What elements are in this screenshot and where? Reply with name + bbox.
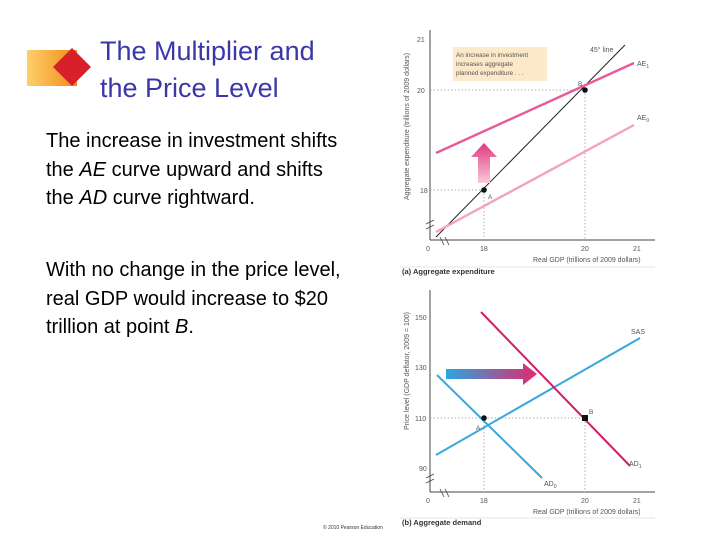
ad1-label-main: AD (629, 461, 639, 468)
top-annotation-line1: An increase in investment (456, 52, 529, 59)
top-xtick-21: 21 (633, 246, 641, 253)
ad1-label-sub: 1 (638, 464, 642, 470)
top-point-a-label: A (488, 194, 493, 201)
p1-text-e: curve rightward. (107, 187, 255, 209)
ad0-label-sub: 0 (553, 484, 557, 490)
top-annotation-line3: planned expenditure . . . (456, 70, 524, 77)
bottom-xtick-20: 20 (581, 498, 589, 505)
top-xtick-18: 18 (480, 246, 488, 253)
p1-text-c: curve upward and shifts the (46, 158, 323, 209)
bottom-caption: (b) Aggregate demand (402, 518, 482, 527)
bottom-ytick-90: 90 (419, 466, 427, 473)
ae0-label-main: AE (637, 115, 647, 122)
p2-point-b-italic: B (174, 316, 189, 338)
ad0-curve (437, 375, 542, 478)
p2-text-a: With no change in the price level, real GDP would increase to $20 trillion at point (46, 259, 341, 338)
top-ytick-18: 18 (420, 188, 428, 195)
bottom-point-b-dot (582, 415, 588, 421)
bottom-xtick-0: 0 (426, 498, 430, 505)
top-xtick-20: 20 (581, 246, 589, 253)
top-point-b-label: B (578, 81, 583, 88)
ad0-label-main: AD (544, 481, 554, 488)
top-ytick-20: 20 (417, 88, 425, 95)
ae0-label-sub: 0 (646, 118, 650, 124)
title-line-2: the Price Level (100, 73, 279, 103)
ae1-label-sub: 1 (646, 64, 650, 70)
bottom-axis-break (426, 474, 449, 497)
investment-increase-arrow (471, 143, 497, 183)
ae1-label (637, 61, 649, 70)
top-caption: (a) Aggregate expenditure (402, 267, 495, 276)
sas-label: SAS (631, 329, 646, 336)
top-ytick-21: 21 (417, 37, 425, 44)
bottom-point-a-label: A (476, 425, 481, 432)
ad1-label (629, 461, 642, 470)
bottom-chart (400, 290, 655, 527)
bottom-xtick-21: 21 (633, 498, 641, 505)
p1-ad-italic: AD (79, 187, 108, 209)
top-ylabel: Aggregate expenditure (trillions of 2009 dollars) (404, 52, 411, 200)
ae0-label (637, 115, 649, 124)
bottom-xlabel: Real GDP (trillions of 2009 dollars) (533, 509, 641, 516)
p2-text-c: . (188, 316, 194, 338)
bottom-point-b-label: B (589, 409, 594, 416)
bottom-ytick-130: 130 (415, 365, 427, 372)
title-line-1: The Multiplier and (100, 36, 315, 66)
bottom-ylabel: Price level (GDP deflator, 2009 = 100) (404, 312, 411, 430)
bottom-ytick-150: 150 (415, 315, 427, 322)
p1-ae-italic: AE (79, 158, 107, 181)
sas-curve (436, 338, 640, 455)
top-annotation-line2: increases aggregate (456, 61, 514, 68)
bottom-ytick-110: 110 (415, 416, 427, 423)
ae1-label-main: AE (637, 61, 647, 68)
top-chart (400, 30, 655, 276)
ad-shift-arrow (446, 363, 537, 385)
top-xlabel: Real GDP (trillions of 2009 dollars) (533, 257, 641, 264)
p1-text-a: The increase in investment shifts the (46, 130, 338, 181)
ad1-curve (481, 312, 630, 466)
copyright-text: © 2010 Pearson Education (323, 525, 383, 531)
top-xtick-0: 0 (426, 246, 430, 253)
ad0-label (544, 481, 557, 490)
top-point-b-dot (582, 87, 588, 93)
line-45-label: 45° line (590, 47, 614, 54)
top-point-a-dot (481, 187, 487, 193)
ae0-curve (436, 125, 634, 232)
bottom-xtick-18: 18 (480, 498, 488, 505)
bottom-point-a-dot (481, 415, 487, 421)
